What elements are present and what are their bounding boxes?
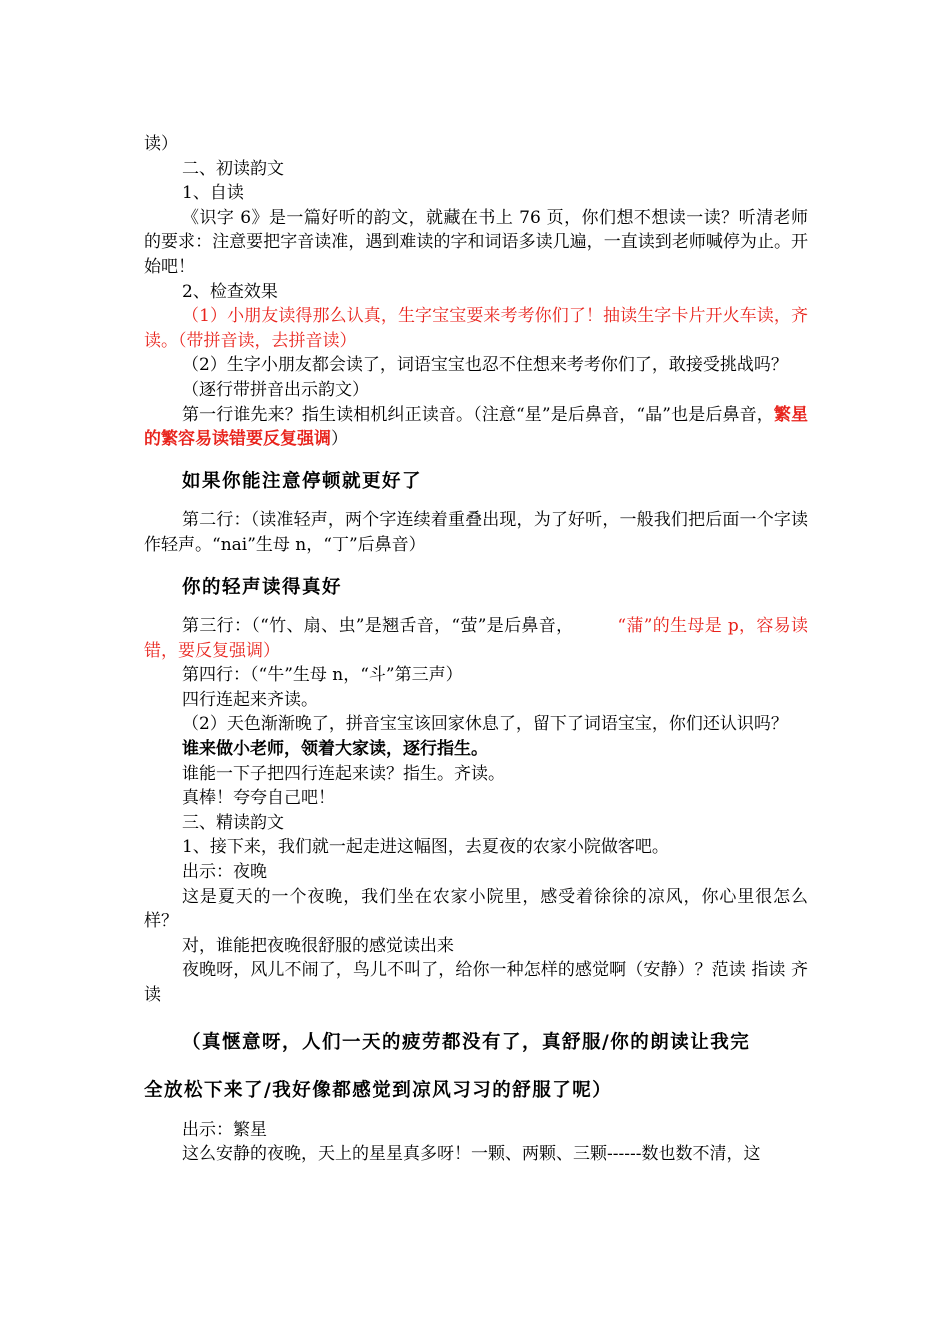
paragraph: 这么安静的夜晚，天上的星星真多呀！一颗、两颗、三颗------数也数不清，这 [182, 1144, 761, 1165]
paragraph: 《识字 6》是一篇好听的韵文，就藏在书上 76 页，你们想不想读一读？听清老师的要求：注意要把字音读准，遇到难读的字和词语多读几遍，一直读到老师喊停为止。开始吧！ [144, 207, 808, 277]
paragraph: （2）天色渐渐晚了，拼音宝宝该回家休息了，留下了词语宝宝，你们还认识吗？ [182, 714, 788, 735]
praise-line: 你的轻声读得真好 [182, 576, 343, 598]
paragraph: （逐行带拼音出示韵文） [182, 379, 369, 400]
paragraph: 这是夏天的一个夜晚，我们坐在农家小院里，感受着徐徐的凉风，你心里很怎么样？ [144, 886, 808, 932]
emphasis-span: “蒲”的生母是 p，容易读错，要反复强调） [144, 616, 809, 661]
emphasis-span: 繁星的繁容易读错要反复强调 [144, 404, 808, 450]
sub-heading: 1、自读 [182, 183, 244, 204]
praise-line: （真惬意呀，人们一天的疲劳都没有了，真舒服/你的朗读让我完 [182, 1031, 751, 1053]
paragraph: 对，谁能把夜晚很舒服的感觉读出来 [182, 935, 454, 956]
paragraph: 夜晚呀，风儿不闹了，鸟儿不叫了，给你一种怎样的感觉啊（安静）？范读 指读 齐读 [144, 960, 808, 1005]
paragraph: 四行连起来齐读。 [182, 689, 318, 710]
paragraph: （2）生字小朋友都会读了，词语宝宝也忍不住想来考考你们了，敢接受挑战吗？ [182, 355, 788, 376]
paragraph: 出示：繁星 [182, 1119, 267, 1140]
praise-line: 全放松下来了/我好像都感觉到凉风习习的舒服了呢） [144, 1079, 613, 1101]
praise-line: 如果你能注意停顿就更好了 [182, 470, 423, 492]
paragraph [144, 403, 808, 452]
document-body [144, 132, 808, 1167]
text-span: 第一行谁先来？指生读相机纠正读音。（注意“星”是后鼻音，“晶”也是后鼻音， [182, 404, 774, 425]
section-heading: 三、精读韵文 [182, 812, 284, 833]
paragraph-bold: 谁来做小老师，领着大家读，逐行指生。 [182, 739, 488, 760]
text-line: 读） [144, 134, 178, 154]
section-heading: 二、初读韵文 [182, 158, 284, 179]
paragraph [144, 614, 808, 663]
text-span: ） [331, 429, 348, 450]
paragraph: 第二行：（读准轻声，两个字连续着重叠出现，为了好听，一般我们把后面一个字读作轻声。“nai”生母 n，“丁”后鼻音） [144, 510, 808, 555]
sub-heading: 2、检查效果 [182, 281, 278, 302]
paragraph: 出示：夜晚 [182, 862, 267, 883]
text-span: 第三行：（“竹、扇、虫”是翘舌音，“萤”是后鼻音， [182, 616, 574, 637]
paragraph: 真棒！夸夸自己吧！ [182, 788, 335, 809]
paragraph: 第四行：（“牛”生母 n，“斗”第三声） [182, 665, 463, 686]
paragraph-red: （1）小朋友读得那么认真，生字宝宝要来考考你们了！抽读生字卡片开火车读，齐读。（带拼音读，去拼音读） [144, 306, 808, 351]
paragraph: 1、接下来，我们就一起走进这幅图，去夏夜的农家小院做客吧。 [182, 837, 669, 858]
paragraph: 谁能一下子把四行连起来读？指生。齐读。 [182, 763, 505, 784]
